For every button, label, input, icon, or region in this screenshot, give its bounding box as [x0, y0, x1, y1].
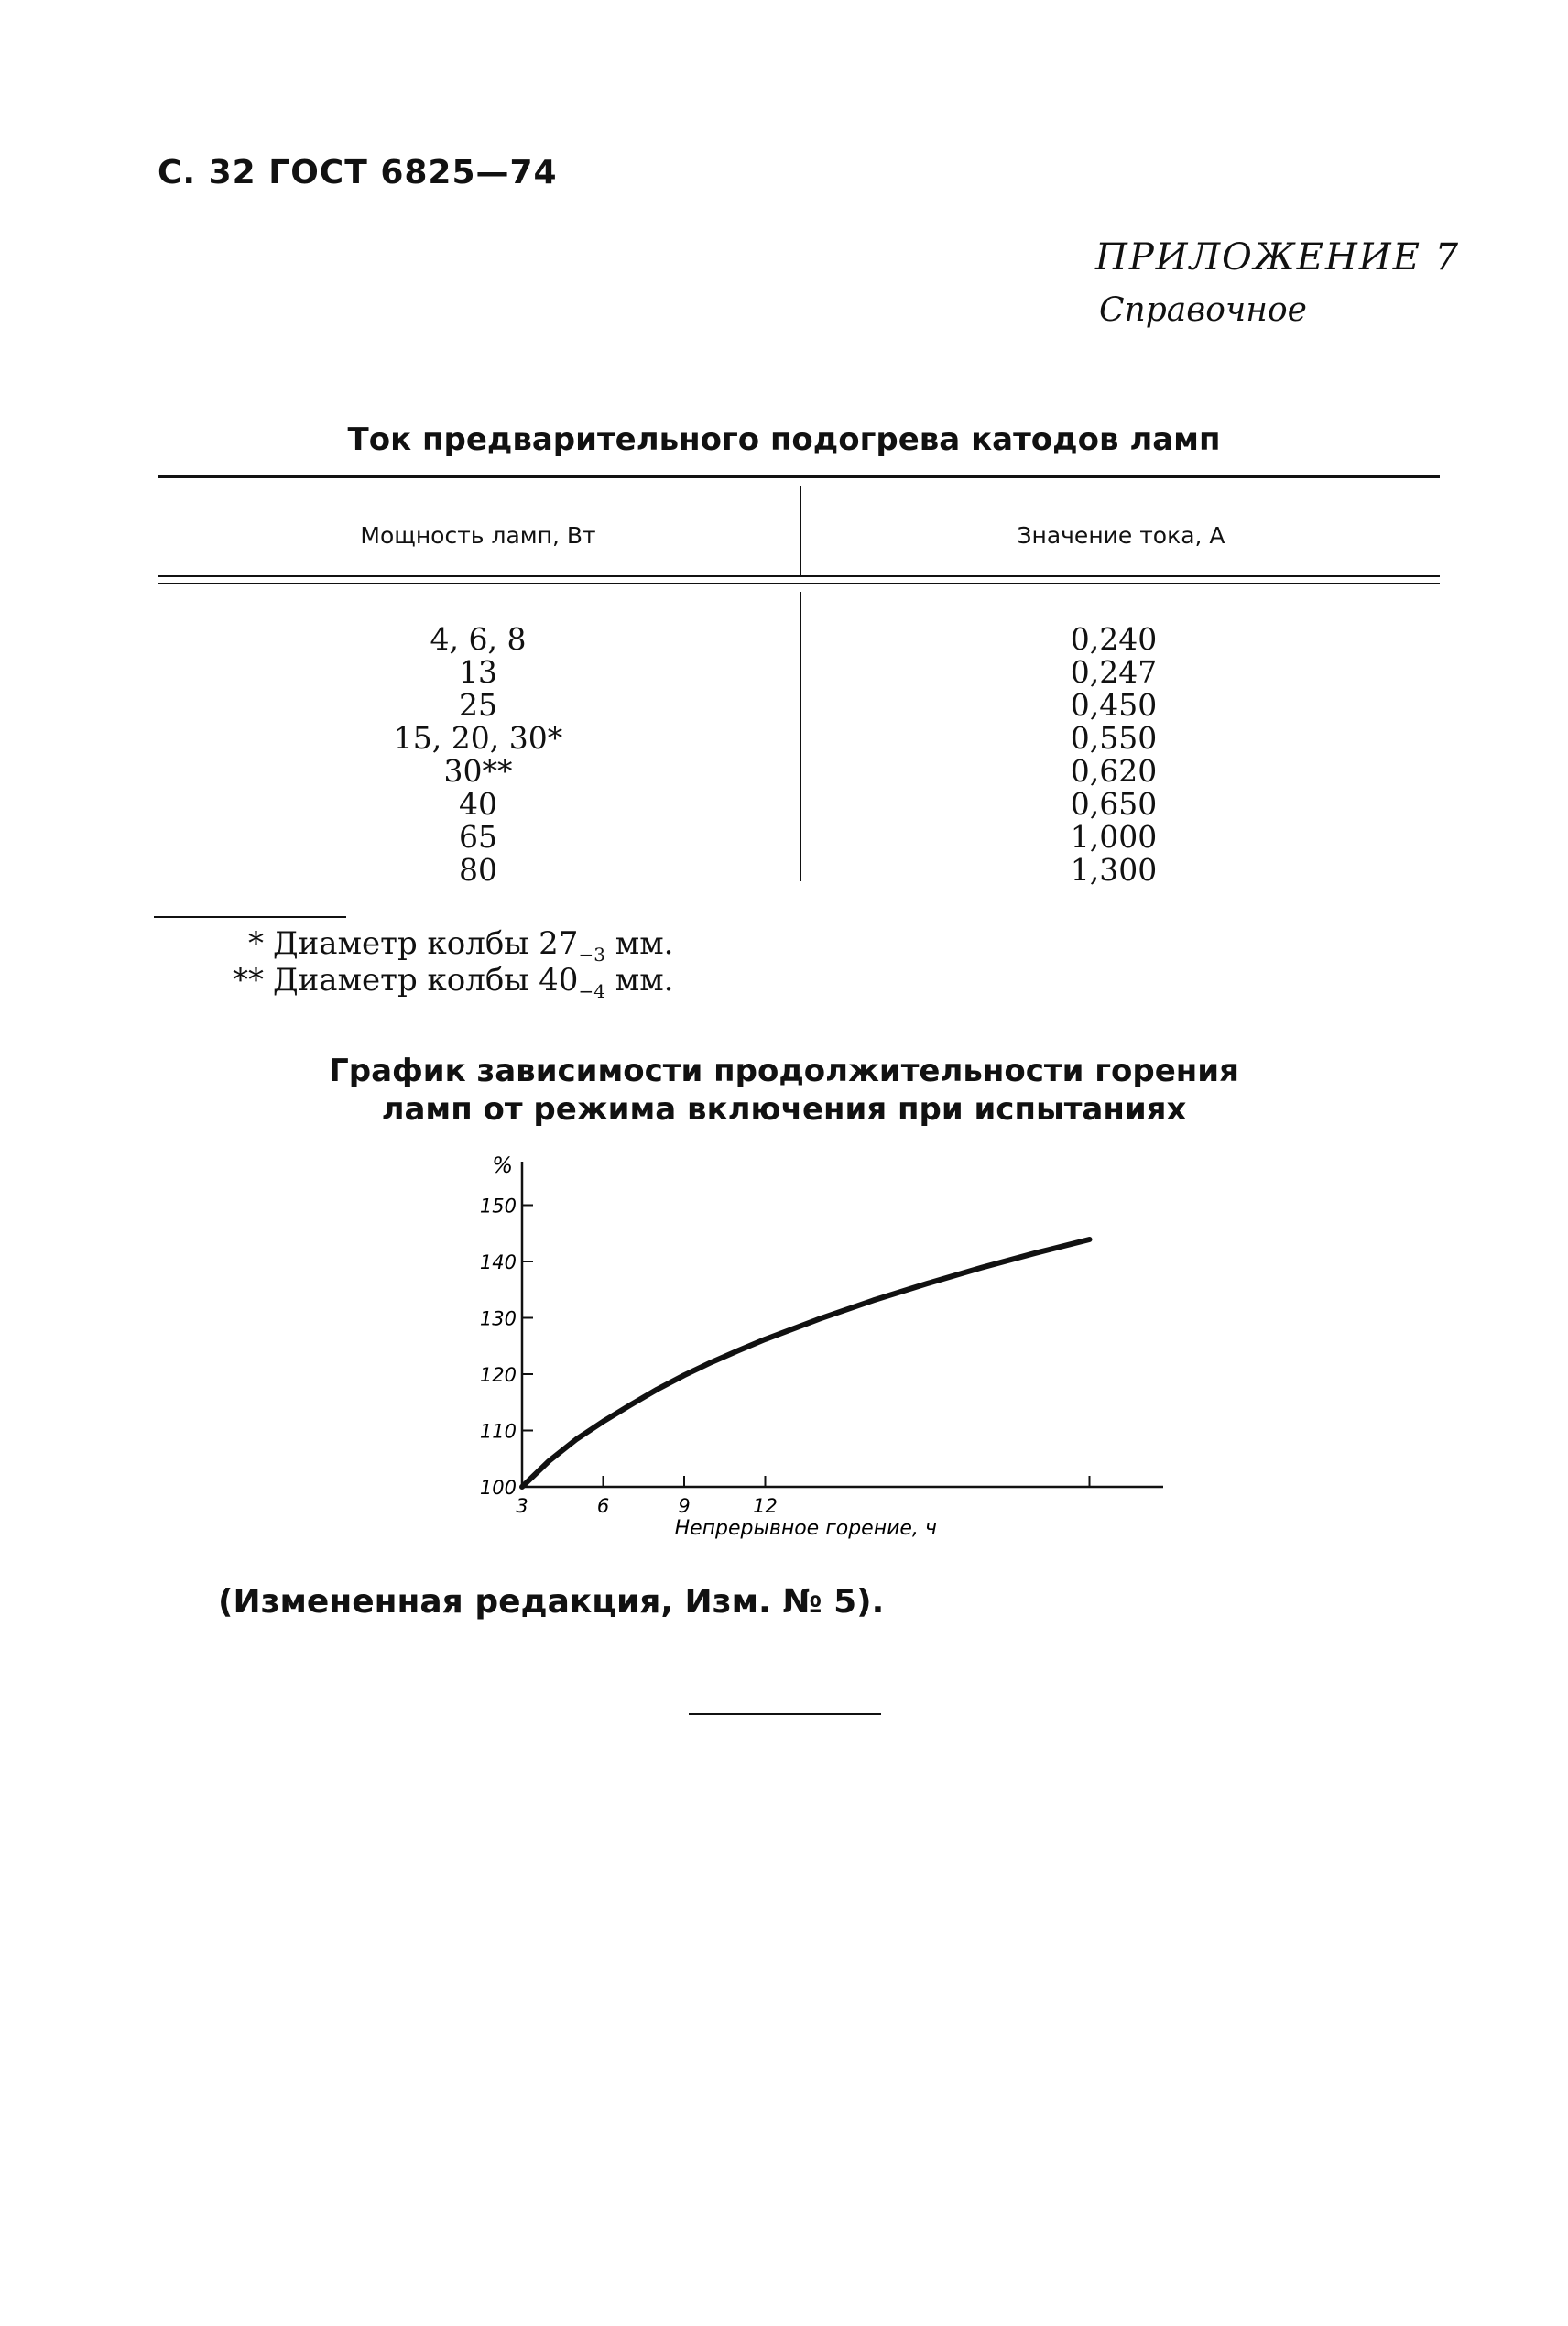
table-cell-power: 65 — [459, 819, 497, 855]
chart-title-line-2: ламп от режима включения при испытаниях — [381, 1091, 1187, 1128]
footnote-tolerance: −4 — [578, 979, 605, 1002]
x-tick-label: 3 — [516, 1495, 528, 1517]
table-top-rule — [158, 475, 1440, 478]
table-cell-power: 25 — [459, 687, 497, 723]
footnote-mark: ** — [233, 962, 264, 999]
table-cell-current: 0,247 — [1070, 654, 1158, 690]
table-cell-power: 13 — [459, 654, 497, 690]
x-axis-label: Непрерывное горение, ч — [674, 1517, 937, 1540]
footnote-unit: мм. — [615, 925, 674, 962]
footnote-text: Диаметр колбы 40 — [273, 962, 579, 999]
table-title: Ток предварительного подогрева катодов ламп — [347, 421, 1221, 458]
table-column-divider-head — [800, 486, 801, 575]
table-cell-current: 1,300 — [1070, 852, 1158, 888]
series-line — [522, 1239, 1090, 1487]
table-cell-power: 4, 6, 8 — [430, 621, 527, 657]
edition-note: (Измененная редакция, Изм. № 5). — [218, 1583, 885, 1621]
page-header: С. 32 ГОСТ 6825—74 — [158, 154, 558, 191]
table-header-rule-2 — [158, 583, 1440, 584]
table-header-rule-1 — [158, 575, 1440, 577]
table-cell-current: 0,620 — [1070, 753, 1158, 789]
table-cell-current: 0,650 — [1070, 786, 1158, 822]
x-tick-label: 12 — [753, 1495, 778, 1517]
y-tick-label: 120 — [479, 1364, 517, 1386]
x-tick-label: 9 — [678, 1495, 691, 1517]
y-tick-label: 140 — [479, 1251, 517, 1273]
footnote-text: Диаметр колбы 27 — [273, 925, 579, 962]
table-cell-power: 40 — [459, 786, 497, 822]
chart-title — [0, 1052, 1568, 1129]
table-column-divider-body — [800, 592, 801, 881]
current-column — [1013, 623, 1214, 887]
table-cell-current: 0,240 — [1070, 621, 1158, 657]
y-tick-label: 110 — [479, 1420, 517, 1443]
end-rule — [689, 1713, 881, 1715]
footnote-rule — [154, 916, 346, 918]
footnote-2 — [220, 962, 673, 1010]
footnote-tolerance: −3 — [578, 943, 605, 966]
table-cell-current: 0,550 — [1070, 720, 1158, 756]
table-cell-current: 0,450 — [1070, 687, 1158, 723]
chart-title-line-1: График зависимости продолжительности горения — [329, 1053, 1239, 1089]
table-cell-power: 30** — [443, 753, 513, 789]
y-axis-label: % — [492, 1152, 513, 1178]
x-tick-label: 6 — [596, 1495, 610, 1517]
y-tick-label: 130 — [479, 1307, 517, 1330]
footnote-unit: мм. — [615, 962, 674, 999]
table-cell-power: 80 — [459, 852, 497, 888]
column-header-current: Значение тока, А — [1017, 522, 1225, 549]
chart — [458, 1136, 1191, 1548]
appendix-type: Справочное — [1099, 291, 1307, 329]
table-cell-power: 15, 20, 30* — [393, 720, 563, 756]
y-tick-label: 150 — [479, 1195, 517, 1218]
footnote-mark: * — [248, 925, 264, 962]
table-cell-current: 1,000 — [1070, 819, 1158, 855]
appendix-title: ПРИЛОЖЕНИЕ 7 — [1095, 236, 1461, 278]
power-column — [341, 623, 615, 887]
column-header-power: Мощность ламп, Вт — [360, 522, 596, 549]
y-tick-label: 100 — [479, 1477, 517, 1499]
